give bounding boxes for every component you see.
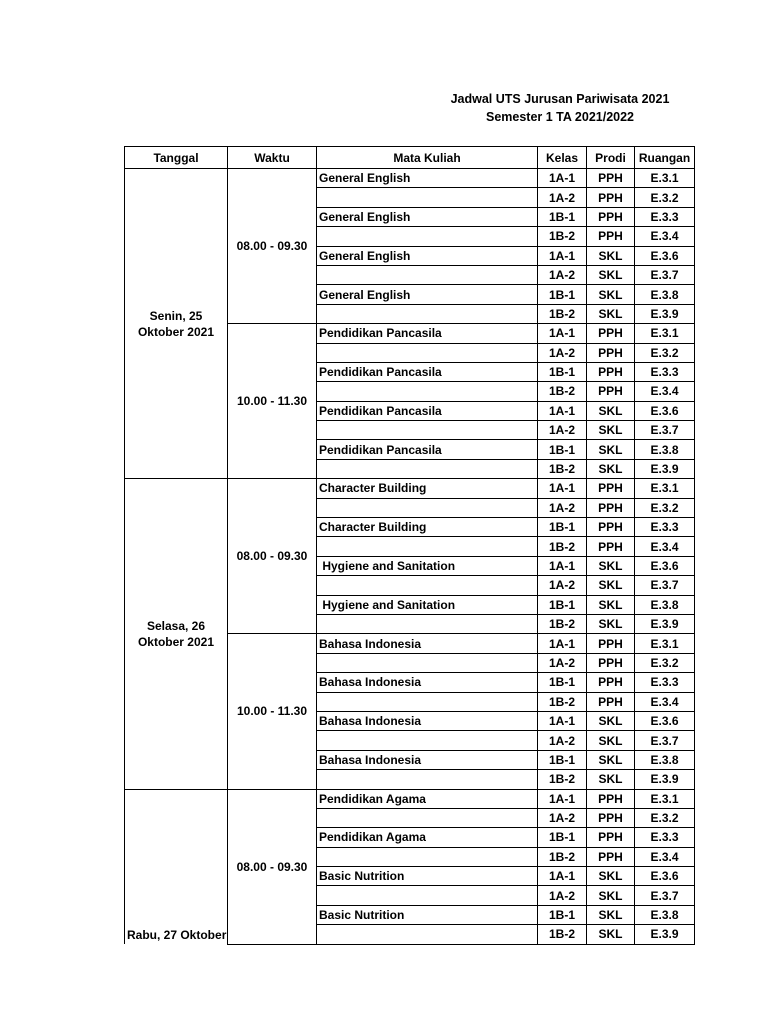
- mata-kuliah-cell: General English: [317, 246, 538, 265]
- mata-kuliah-cell: [317, 537, 538, 556]
- ruangan-cell: E.3.6: [635, 867, 695, 886]
- kelas-cell: 1B-2: [538, 304, 587, 323]
- kelas-cell: 1B-1: [538, 673, 587, 692]
- prodi-cell: PPH: [587, 808, 635, 827]
- table-row: [125, 169, 695, 188]
- ruangan-cell: E.3.3: [635, 207, 695, 226]
- ruangan-cell: E.3.9: [635, 925, 695, 944]
- mata-kuliah-cell: [317, 692, 538, 711]
- mata-kuliah-cell: [317, 227, 538, 246]
- mata-kuliah-cell: Pendidikan Agama: [317, 789, 538, 808]
- kelas-cell: 1A-2: [538, 576, 587, 595]
- ruangan-cell: E.3.3: [635, 673, 695, 692]
- prodi-cell: PPH: [587, 653, 635, 672]
- prodi-cell: SKL: [587, 440, 635, 459]
- mata-kuliah-cell: [317, 421, 538, 440]
- prodi-cell: SKL: [587, 304, 635, 323]
- exam-schedule-table: [124, 146, 695, 945]
- mata-kuliah-cell: [317, 459, 538, 478]
- prodi-cell: SKL: [587, 925, 635, 944]
- kelas-cell: 1B-2: [538, 770, 587, 789]
- kelas-cell: 1A-2: [538, 498, 587, 517]
- mata-kuliah-cell: General English: [317, 169, 538, 188]
- ruangan-cell: E.3.8: [635, 595, 695, 614]
- mata-kuliah-cell: Bahasa Indonesia: [317, 711, 538, 730]
- ruangan-cell: E.3.9: [635, 614, 695, 633]
- prodi-cell: PPH: [587, 498, 635, 517]
- ruangan-cell: E.3.4: [635, 692, 695, 711]
- mata-kuliah-cell: [317, 343, 538, 362]
- ruangan-cell: E.3.8: [635, 750, 695, 769]
- ruangan-cell: E.3.6: [635, 556, 695, 575]
- kelas-cell: 1A-1: [538, 867, 587, 886]
- waktu-cell: 08.00 - 09.30: [228, 789, 317, 944]
- ruangan-cell: E.3.2: [635, 498, 695, 517]
- mata-kuliah-cell: Pendidikan Pancasila: [317, 362, 538, 381]
- waktu-cell: 10.00 - 11.30: [228, 324, 317, 479]
- mata-kuliah-cell: Basic Nutrition: [317, 867, 538, 886]
- kelas-cell: 1A-2: [538, 731, 587, 750]
- kelas-cell: 1B-2: [538, 227, 587, 246]
- kelas-cell: 1A-2: [538, 343, 587, 362]
- kelas-cell: 1A-1: [538, 169, 587, 188]
- prodi-cell: SKL: [587, 886, 635, 905]
- header-prodi: Prodi: [587, 147, 635, 169]
- prodi-cell: PPH: [587, 537, 635, 556]
- mata-kuliah-cell: Hygiene and Sanitation: [317, 556, 538, 575]
- prodi-cell: PPH: [587, 692, 635, 711]
- document-title: Jadwal UTS Jurusan Pariwisata 2021: [450, 92, 670, 106]
- prodi-cell: PPH: [587, 188, 635, 207]
- mata-kuliah-cell: Bahasa Indonesia: [317, 634, 538, 653]
- ruangan-cell: E.3.1: [635, 324, 695, 343]
- kelas-cell: 1B-2: [538, 537, 587, 556]
- mata-kuliah-cell: [317, 382, 538, 401]
- prodi-cell: SKL: [587, 711, 635, 730]
- header-tanggal: Tanggal: [125, 147, 228, 169]
- kelas-cell: 1B-1: [538, 595, 587, 614]
- ruangan-cell: E.3.9: [635, 770, 695, 789]
- prodi-cell: SKL: [587, 905, 635, 924]
- header-row: [125, 147, 695, 169]
- mata-kuliah-cell: [317, 304, 538, 323]
- ruangan-cell: E.3.3: [635, 362, 695, 381]
- kelas-cell: 1A-1: [538, 246, 587, 265]
- mata-kuliah-cell: Bahasa Indonesia: [317, 750, 538, 769]
- waktu-cell: 10.00 - 11.30: [228, 634, 317, 789]
- kelas-cell: 1B-1: [538, 440, 587, 459]
- prodi-cell: PPH: [587, 169, 635, 188]
- mata-kuliah-cell: [317, 265, 538, 284]
- ruangan-cell: E.3.8: [635, 285, 695, 304]
- kelas-cell: 1B-2: [538, 459, 587, 478]
- prodi-cell: PPH: [587, 789, 635, 808]
- waktu-cell: 08.00 - 09.30: [228, 169, 317, 324]
- ruangan-cell: E.3.6: [635, 711, 695, 730]
- mata-kuliah-cell: Pendidikan Pancasila: [317, 324, 538, 343]
- mata-kuliah-cell: Character Building: [317, 518, 538, 537]
- ruangan-cell: E.3.2: [635, 343, 695, 362]
- prodi-cell: SKL: [587, 576, 635, 595]
- ruangan-cell: E.3.7: [635, 576, 695, 595]
- ruangan-cell: E.3.4: [635, 537, 695, 556]
- kelas-cell: 1B-1: [538, 518, 587, 537]
- mata-kuliah-cell: [317, 886, 538, 905]
- prodi-cell: SKL: [587, 750, 635, 769]
- kelas-cell: 1A-1: [538, 324, 587, 343]
- mata-kuliah-cell: [317, 576, 538, 595]
- ruangan-cell: E.3.6: [635, 401, 695, 420]
- ruangan-cell: E.3.6: [635, 246, 695, 265]
- ruangan-cell: E.3.2: [635, 188, 695, 207]
- kelas-cell: 1B-1: [538, 905, 587, 924]
- prodi-cell: SKL: [587, 401, 635, 420]
- kelas-cell: 1B-1: [538, 285, 587, 304]
- ruangan-cell: E.3.1: [635, 169, 695, 188]
- prodi-cell: PPH: [587, 227, 635, 246]
- kelas-cell: 1A-1: [538, 479, 587, 498]
- header-ruangan: Ruangan: [635, 147, 695, 169]
- kelas-cell: 1A-2: [538, 653, 587, 672]
- mata-kuliah-cell: [317, 925, 538, 944]
- mata-kuliah-cell: [317, 614, 538, 633]
- document-subtitle: Semester 1 TA 2021/2022: [485, 110, 635, 124]
- table-row: [125, 479, 695, 498]
- kelas-cell: 1A-1: [538, 401, 587, 420]
- prodi-cell: PPH: [587, 828, 635, 847]
- prodi-cell: SKL: [587, 421, 635, 440]
- ruangan-cell: E.3.7: [635, 421, 695, 440]
- ruangan-cell: E.3.1: [635, 634, 695, 653]
- prodi-cell: PPH: [587, 479, 635, 498]
- mata-kuliah-cell: Pendidikan Pancasila: [317, 440, 538, 459]
- prodi-cell: SKL: [587, 459, 635, 478]
- kelas-cell: 1A-2: [538, 421, 587, 440]
- mata-kuliah-cell: [317, 188, 538, 207]
- prodi-cell: SKL: [587, 265, 635, 284]
- prodi-cell: PPH: [587, 382, 635, 401]
- mata-kuliah-cell: [317, 731, 538, 750]
- waktu-cell: 08.00 - 09.30: [228, 479, 317, 634]
- mata-kuliah-cell: General English: [317, 207, 538, 226]
- kelas-cell: 1B-2: [538, 692, 587, 711]
- kelas-cell: 1A-2: [538, 265, 587, 284]
- tanggal-cell: Selasa, 26 Oktober 2021: [125, 479, 228, 789]
- ruangan-cell: E.3.3: [635, 518, 695, 537]
- kelas-cell: 1A-1: [538, 556, 587, 575]
- ruangan-cell: E.3.3: [635, 828, 695, 847]
- prodi-cell: SKL: [587, 556, 635, 575]
- ruangan-cell: E.3.7: [635, 886, 695, 905]
- mata-kuliah-cell: [317, 770, 538, 789]
- prodi-cell: PPH: [587, 207, 635, 226]
- prodi-cell: PPH: [587, 343, 635, 362]
- kelas-cell: 1B-1: [538, 362, 587, 381]
- prodi-cell: PPH: [587, 362, 635, 381]
- mata-kuliah-cell: Basic Nutrition: [317, 905, 538, 924]
- ruangan-cell: E.3.2: [635, 808, 695, 827]
- mata-kuliah-cell: [317, 498, 538, 517]
- ruangan-cell: E.3.7: [635, 731, 695, 750]
- prodi-cell: PPH: [587, 673, 635, 692]
- kelas-cell: 1B-2: [538, 614, 587, 633]
- prodi-cell: SKL: [587, 731, 635, 750]
- ruangan-cell: E.3.4: [635, 847, 695, 866]
- ruangan-cell: E.3.2: [635, 653, 695, 672]
- kelas-cell: 1B-2: [538, 925, 587, 944]
- prodi-cell: SKL: [587, 595, 635, 614]
- ruangan-cell: E.3.9: [635, 304, 695, 323]
- header-mata-kuliah: Mata Kuliah: [317, 147, 538, 169]
- kelas-cell: 1A-2: [538, 886, 587, 905]
- kelas-cell: 1B-1: [538, 207, 587, 226]
- mata-kuliah-cell: Pendidikan Agama: [317, 828, 538, 847]
- prodi-cell: PPH: [587, 634, 635, 653]
- mata-kuliah-cell: Pendidikan Pancasila: [317, 401, 538, 420]
- ruangan-cell: E.3.1: [635, 479, 695, 498]
- tanggal-cell: Senin, 25 Oktober 2021: [125, 169, 228, 479]
- mata-kuliah-cell: Character Building: [317, 479, 538, 498]
- kelas-cell: 1B-1: [538, 750, 587, 769]
- mata-kuliah-cell: Bahasa Indonesia: [317, 673, 538, 692]
- prodi-cell: PPH: [587, 847, 635, 866]
- kelas-cell: 1A-2: [538, 808, 587, 827]
- ruangan-cell: E.3.7: [635, 265, 695, 284]
- kelas-cell: 1B-1: [538, 828, 587, 847]
- header-kelas: Kelas: [538, 147, 587, 169]
- prodi-cell: SKL: [587, 614, 635, 633]
- prodi-cell: SKL: [587, 770, 635, 789]
- kelas-cell: 1A-1: [538, 634, 587, 653]
- ruangan-cell: E.3.9: [635, 459, 695, 478]
- prodi-cell: SKL: [587, 867, 635, 886]
- prodi-cell: SKL: [587, 246, 635, 265]
- mata-kuliah-cell: [317, 808, 538, 827]
- prodi-cell: SKL: [587, 285, 635, 304]
- kelas-cell: 1A-1: [538, 789, 587, 808]
- mata-kuliah-cell: General English: [317, 285, 538, 304]
- ruangan-cell: E.3.4: [635, 382, 695, 401]
- kelas-cell: 1A-1: [538, 711, 587, 730]
- ruangan-cell: E.3.1: [635, 789, 695, 808]
- mata-kuliah-cell: Hygiene and Sanitation: [317, 595, 538, 614]
- prodi-cell: PPH: [587, 518, 635, 537]
- prodi-cell: PPH: [587, 324, 635, 343]
- ruangan-cell: E.3.4: [635, 227, 695, 246]
- tanggal-cell: Rabu, 27 Oktober: [125, 789, 228, 944]
- kelas-cell: 1B-2: [538, 847, 587, 866]
- kelas-cell: 1A-2: [538, 188, 587, 207]
- mata-kuliah-cell: [317, 653, 538, 672]
- kelas-cell: 1B-2: [538, 382, 587, 401]
- ruangan-cell: E.3.8: [635, 440, 695, 459]
- table-row: [125, 789, 695, 808]
- ruangan-cell: E.3.8: [635, 905, 695, 924]
- mata-kuliah-cell: [317, 847, 538, 866]
- header-waktu: Waktu: [228, 147, 317, 169]
